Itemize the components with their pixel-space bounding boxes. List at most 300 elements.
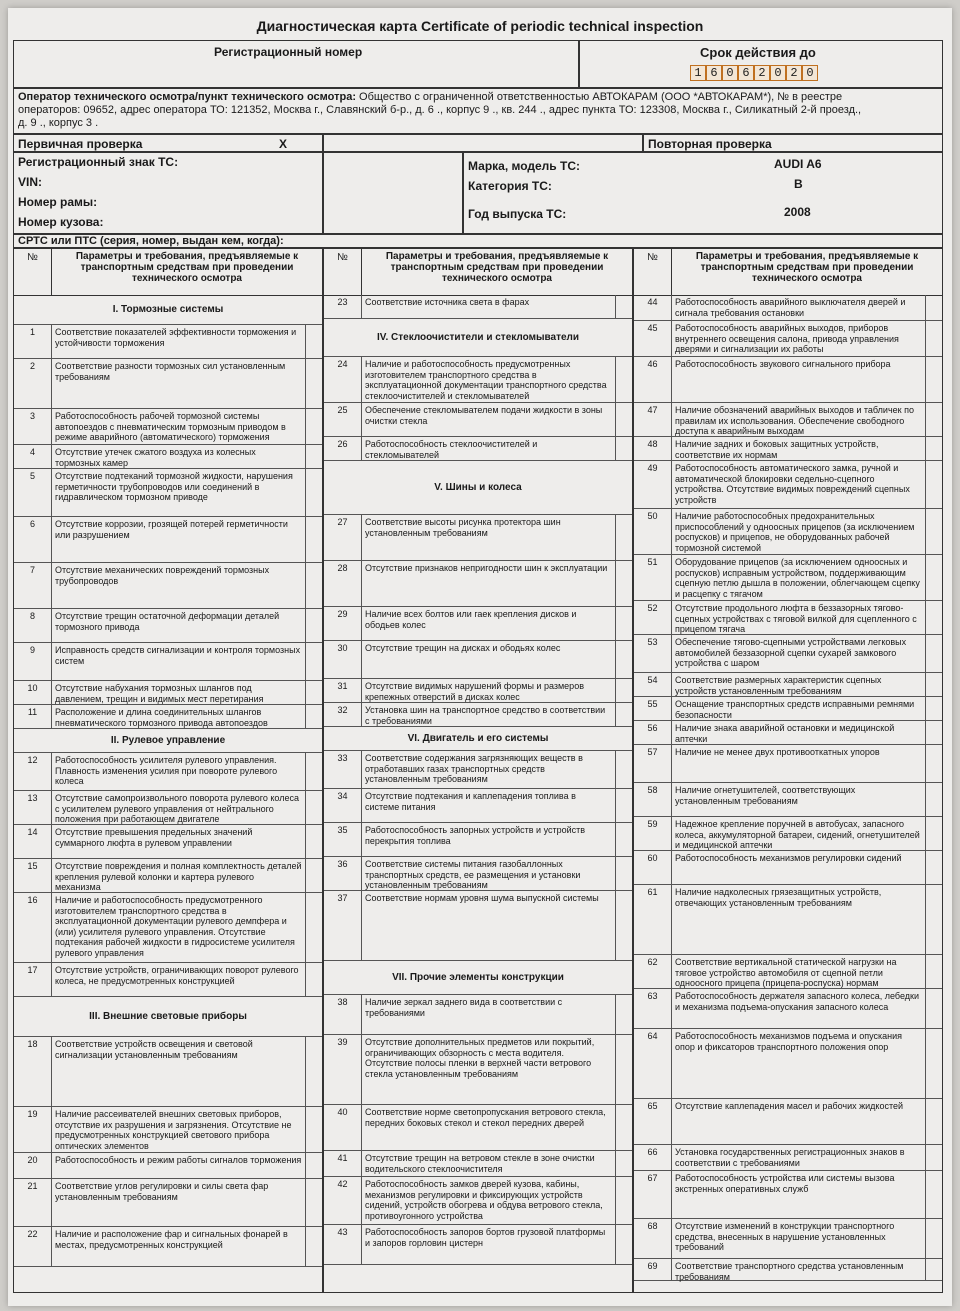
row-number: 69 [634, 1259, 672, 1280]
row-number: 67 [634, 1171, 672, 1218]
row-result-cell [615, 857, 632, 890]
row-result-cell [615, 1035, 632, 1104]
row-requirement-text: Работоспособность запоров бортов грузовой платформы и запоров горловин цистерн [365, 1227, 606, 1248]
inspection-row [324, 891, 632, 961]
row-number: 53 [634, 635, 672, 672]
row-requirement-text: Отсутствие подтеканий тормозной жидкости, нарушения герметичности трубопроводов или соединений в гидравлическом тормозном приводе [55, 471, 293, 502]
operator-text-3: д. 9 ., корпус 3 . [18, 117, 99, 129]
primary-check-row [13, 134, 323, 152]
row-requirement-text: Работоспособность аварийного выключателя дверей и сигнала требования остановки [675, 297, 906, 318]
inspection-row [14, 825, 322, 859]
row-requirement-text: Работоспособность и режим работы сигналов торможения [55, 1155, 302, 1165]
row-requirement-text: Соответствие вертикальной статической нагрузки на тяговое устройство автомобиля от сцепной петли одноосного прицепа (прицепа-роспуска) нормам [675, 957, 897, 988]
row-result-cell [925, 1171, 942, 1218]
row-result-cell [305, 409, 322, 444]
inspection-row [324, 823, 632, 857]
srts-label: СРТС или ПТС (серия, номер, выдан кем, когда): [18, 235, 284, 247]
inspection-row [14, 469, 322, 517]
inspection-row [634, 555, 942, 601]
inspection-row [324, 995, 632, 1035]
row-result-cell [925, 783, 942, 816]
row-requirement-text: Отсутствие изменений в конструкции транспортного средства, внесенных в нарушение установленных требований [675, 1221, 895, 1252]
inspection-row [634, 357, 942, 403]
row-requirement-text: Наличие всех болтов или гаек крепления дисков и ободьев колес [365, 609, 577, 630]
row-number: 60 [634, 851, 672, 884]
row-requirement-text: Соответствие нормам уровня шума выпускной системы [365, 893, 599, 903]
row-number: 3 [14, 409, 52, 444]
inspection-row [14, 791, 322, 825]
row-number: 37 [324, 891, 362, 960]
row-number: 17 [14, 963, 52, 996]
row-result-cell [615, 679, 632, 702]
row-number: 52 [634, 601, 672, 634]
row-requirement-text: Соответствие транспортного средства установленным требованиям [675, 1261, 904, 1282]
row-requirement-text: Отсутствие устройств, ограничивающих поворот рулевого колеса, не предусмотренных конструкцией [55, 965, 299, 986]
inspection-row [324, 857, 632, 891]
inspection-column-2 [323, 248, 633, 1293]
inspection-row [324, 1225, 632, 1265]
certificate-sheet [8, 8, 952, 1306]
inspection-row [634, 1099, 942, 1145]
inspection-row [634, 673, 942, 697]
row-result-cell [615, 1177, 632, 1224]
row-result-cell [925, 851, 942, 884]
inspection-row [324, 357, 632, 403]
row-number: 59 [634, 817, 672, 850]
inspection-row [14, 1179, 322, 1227]
inspection-row [324, 679, 632, 703]
row-requirement-text: Наличие и расположение фар и сигнальных фонарей в местах, предусмотренных конструкцией [55, 1229, 288, 1250]
row-result-cell [615, 751, 632, 788]
row-result-cell [615, 789, 632, 822]
inspection-row [14, 681, 322, 705]
row-result-cell [615, 515, 632, 560]
row-number: 14 [14, 825, 52, 858]
row-number: 45 [634, 321, 672, 356]
column-header-text: Параметры и требования, предъявляемые к транспортным средствам при проведении технического осмотра [385, 251, 609, 284]
row-number: 13 [14, 791, 52, 824]
row-result-cell [925, 1099, 942, 1144]
category-value: B [794, 177, 803, 191]
row-number: 58 [634, 783, 672, 816]
row-requirement-text: Работоспособность автоматического замка, ручной и автоматической блокировки седельно-сцепного устройства. Отсутствие видимых повреждений сцепных устройств [675, 463, 910, 505]
row-requirement-text: Наличие рассеивателей внешних световых приборов, отсутствие их разрушения и загрязнения. Отсутствие не предусмотренных конструкцией светового прибора оптических элементов [55, 1109, 292, 1151]
row-number: 15 [14, 859, 52, 892]
row-number: 6 [14, 517, 52, 562]
inspection-row [324, 607, 632, 641]
row-number: 16 [14, 893, 52, 962]
row-requirement-text: Отсутствие коррозии, грозящей потерей герметичности или разрушением [55, 519, 288, 540]
row-requirement-text: Наличие надколесных грязезащитных устройств, отвечающих установленным требованиям [675, 887, 882, 908]
row-requirement-text: Работоспособность аварийных выходов, приборов внутреннего освещения салона, привода управления дверями и сигнализации их работы [675, 323, 899, 354]
reg-sign-label: Регистрационный знак ТС: [18, 155, 179, 169]
section-heading: I. Тормозные системы [14, 295, 322, 325]
column-header [634, 249, 942, 296]
row-result-cell [615, 703, 632, 726]
row-result-cell [305, 517, 322, 562]
inspection-row [634, 745, 942, 783]
row-requirement-text: Отсутствие механических повреждений тормозных трубопроводов [55, 565, 270, 586]
validity-date-digits [690, 65, 818, 81]
column-header-text: Параметры и требования, предъявляемые к транспортным средствам при проведении технического осмотра [75, 251, 299, 284]
row-result-cell [925, 955, 942, 988]
validity-digit: 2 [754, 65, 770, 81]
inspection-row [324, 403, 632, 437]
validity-digit: 6 [738, 65, 754, 81]
row-number: 28 [324, 561, 362, 606]
row-result-cell [615, 607, 632, 640]
row-result-cell [615, 357, 632, 402]
inspection-row [634, 321, 942, 357]
inspection-row [634, 295, 942, 321]
reg-number-label: Регистрационный номер [214, 45, 363, 59]
inspection-row [634, 817, 942, 851]
row-requirement-text: Соответствие разности тормозных сил установленным требованиям [55, 361, 286, 382]
row-result-cell [615, 403, 632, 436]
row-requirement-text: Надежное крепление поручней в автобусах, запасного колеса, аккумуляторной батареи, сидений, огнетушителей и медицинской аптечки [675, 819, 920, 850]
vehicle-info-right [463, 152, 943, 234]
section-heading: II. Рулевое управление [14, 729, 322, 753]
row-result-cell [305, 1107, 322, 1152]
inspection-row [14, 643, 322, 681]
column-header-number: № [324, 249, 362, 295]
row-requirement-text: Работоспособность механизмов регулировки сидений [675, 853, 902, 863]
row-requirement-text: Наличие и работоспособность предусмотренных изготовителем транспортного средства в эксплуатационной документации транспортного средства стеклоочистителей и стекломывателей [365, 359, 607, 401]
row-requirement-text: Соответствие высоты рисунка протектора шин установленным требованиям [365, 517, 561, 538]
row-number: 39 [324, 1035, 362, 1104]
row-number: 50 [634, 509, 672, 554]
row-number: 34 [324, 789, 362, 822]
row-requirement-text: Отсутствие трещин остаточной деформации деталей тормозного привода [55, 611, 280, 632]
primary-check-label: Первичная проверка [18, 137, 143, 151]
row-requirement-text: Соответствие источника света в фарах [365, 297, 530, 307]
vehicle-info-left [13, 152, 323, 234]
inspection-row [14, 893, 322, 963]
inspection-row [324, 515, 632, 561]
row-requirement-text: Работоспособность звукового сигнального прибора [675, 359, 891, 369]
row-number: 43 [324, 1225, 362, 1264]
repeat-check-label: Повторная проверка [648, 137, 772, 151]
inspection-row [14, 609, 322, 643]
repeat-check-row [643, 134, 943, 152]
inspection-row [634, 1219, 942, 1259]
row-result-cell [615, 1151, 632, 1176]
row-result-cell [615, 1105, 632, 1150]
operator-box [13, 88, 943, 134]
row-number: 44 [634, 295, 672, 320]
inspection-row [14, 325, 322, 359]
body-number-label: Номер кузова: [18, 215, 104, 229]
row-number: 55 [634, 697, 672, 720]
inspection-row [634, 1029, 942, 1099]
inspection-row [14, 1153, 322, 1179]
inspection-row [634, 403, 942, 437]
inspection-row [634, 955, 942, 989]
inspection-row [324, 751, 632, 789]
inspection-row [14, 517, 322, 563]
row-requirement-text: Работоспособность устройства или системы вызова экстренных оперативных служб [675, 1173, 895, 1194]
row-number: 30 [324, 641, 362, 678]
row-result-cell [305, 1037, 322, 1106]
operator-text-2: операторов: 09652, адрес оператора ТО: 121352, Москва г., Славянский б-р., д. 6 ., корпус 9 ., кв. 244 ., адрес пункта ТО: 123308, Москва г., Силикатный 2-й проезд., [18, 104, 862, 116]
row-requirement-text: Расположение и длина соединительных шлангов пневматического тормозного привода автопоездов [55, 707, 268, 728]
inspection-row [14, 859, 322, 893]
inspection-row [14, 1037, 322, 1107]
row-requirement-text: Наличие обозначений аварийных выходов и табличек по правилам их использования. Обеспечение свободного доступа к аварийным выходам [675, 405, 914, 436]
row-requirement-text: Обеспечение стекломывателем подачи жидкости в зоны очистки стекла [365, 405, 603, 426]
inspection-row [634, 697, 942, 721]
row-number: 54 [634, 673, 672, 696]
row-number: 48 [634, 437, 672, 460]
row-requirement-text: Отсутствие дополнительных предметов или покрытий, ограничивающих обзорность с места водителя. Отсутствие полосы пленки в верхней части ветрового стекла установленным требованиям [365, 1037, 595, 1079]
inspection-row [324, 641, 632, 679]
row-requirement-text: Наличие зеркал заднего вида в соответствии с требованиями [365, 997, 563, 1018]
row-result-cell [925, 403, 942, 436]
year-value: 2008 [784, 205, 811, 219]
inspection-row [324, 1151, 632, 1177]
row-result-cell [305, 445, 322, 468]
row-number: 9 [14, 643, 52, 680]
column-header-number: № [14, 249, 52, 295]
inspection-row [634, 437, 942, 461]
inspection-row [324, 295, 632, 319]
inspection-row [634, 601, 942, 635]
row-result-cell [305, 359, 322, 408]
validity-digit: 6 [706, 65, 722, 81]
row-number: 2 [14, 359, 52, 408]
validity-label: Срок действия до [700, 45, 816, 60]
section-heading: VII. Прочие элементы конструкции [324, 961, 632, 995]
row-result-cell [615, 995, 632, 1034]
row-number: 66 [634, 1145, 672, 1170]
row-requirement-text: Отсутствие каплепадения масел и рабочих жидкостей [675, 1101, 904, 1111]
row-number: 11 [14, 705, 52, 728]
validity-digit: 0 [802, 65, 818, 81]
row-requirement-text: Отсутствие признаков непригодности шин к эксплуатации [365, 563, 608, 573]
row-number: 24 [324, 357, 362, 402]
row-requirement-text: Работоспособность запорных устройств и устройств перекрытия топлива [365, 825, 586, 846]
inspection-row [14, 359, 322, 409]
row-result-cell [305, 825, 322, 858]
row-result-cell [615, 823, 632, 856]
brand-label: Марка, модель ТС: [468, 159, 581, 173]
inspection-row [324, 1177, 632, 1225]
inspection-row [634, 635, 942, 673]
row-number: 56 [634, 721, 672, 744]
inspection-row [634, 885, 942, 955]
row-number: 27 [324, 515, 362, 560]
inspection-row [14, 445, 322, 469]
row-number: 29 [324, 607, 362, 640]
row-requirement-text: Работоспособность механизмов подъема и опускания опор и фиксаторов транспортного положения опор [675, 1031, 902, 1052]
frame-label: Номер рамы: [18, 195, 98, 209]
row-result-cell [925, 555, 942, 600]
inspection-row [324, 561, 632, 607]
row-result-cell [305, 1227, 322, 1266]
inspection-row [14, 1107, 322, 1153]
inspection-grid [13, 248, 943, 1293]
row-number: 35 [324, 823, 362, 856]
row-requirement-text: Отсутствие повреждения и полная комплектность деталей крепления рулевой колонки и картера рулевого механизма [55, 861, 302, 892]
row-requirement-text: Наличие не менее двух противооткатных упоров [675, 747, 880, 757]
column-header [324, 249, 632, 296]
row-number: 47 [634, 403, 672, 436]
row-requirement-text: Обеспечение тягово-сцепными устройствами легковых автомобилей беззазорной сцепки сухарей замкового устройства с шаром [675, 637, 907, 668]
inspection-row [14, 705, 322, 729]
row-number: 8 [14, 609, 52, 642]
inspection-row [14, 753, 322, 791]
inspection-row [634, 461, 942, 509]
row-number: 40 [324, 1105, 362, 1150]
inspection-row [634, 1145, 942, 1171]
row-result-cell [925, 989, 942, 1028]
inspection-row [324, 789, 632, 823]
row-result-cell [925, 817, 942, 850]
row-requirement-text: Соответствие содержания загрязняющих веществ в отработавших газах транспортных средств установленным требованиям [365, 753, 583, 784]
row-result-cell [615, 641, 632, 678]
row-number: 23 [324, 295, 362, 318]
row-number: 51 [634, 555, 672, 600]
column-header-text: Параметры и требования, предъявляемые к транспортным средствам при проведении технического осмотра [695, 251, 919, 284]
row-requirement-text: Работоспособность держателя запасного колеса, лебедки и механизма подъема-опускания запасного колеса [675, 991, 919, 1012]
row-result-cell [615, 437, 632, 460]
section-heading: IV. Стеклоочистители и стекломыватели [324, 319, 632, 357]
document-title: Диагностическая карта Certificate of periodic technical inspection [256, 18, 704, 34]
validity-digit: 1 [690, 65, 706, 81]
row-number: 46 [634, 357, 672, 402]
row-requirement-text: Соответствие норме светопропускания ветрового стекла, передних боковых стекол и стекол передних дверей [365, 1107, 606, 1128]
row-requirement-text: Наличие задних и боковых защитных устройств, соответствие их нормам [675, 439, 879, 460]
row-number: 1 [14, 325, 52, 358]
row-requirement-text: Работоспособность усилителя рулевого управления. Плавность изменения усилия при повороте рулевого колеса [55, 755, 278, 786]
row-number: 57 [634, 745, 672, 782]
row-result-cell [925, 509, 942, 554]
row-result-cell [925, 461, 942, 508]
row-number: 21 [14, 1179, 52, 1226]
row-requirement-text: Отсутствие подтекания и каплепадения топлива в системе питания [365, 791, 576, 812]
row-number: 61 [634, 885, 672, 954]
row-requirement-text: Отсутствие трещин на ветровом стекле в зоне очистки водительского стеклоочистителя [365, 1153, 595, 1174]
operator-label: Оператор технического осмотра/пункт технического осмотра: [18, 91, 356, 103]
row-requirement-text: Установка государственных регистрационных знаков в соответствии с требованиями [675, 1147, 905, 1168]
row-result-cell [925, 357, 942, 402]
validity-digit: 0 [770, 65, 786, 81]
row-number: 63 [634, 989, 672, 1028]
row-result-cell [305, 1179, 322, 1226]
row-result-cell [305, 609, 322, 642]
row-result-cell [305, 791, 322, 824]
row-requirement-text: Отсутствие превышения предельных значений суммарного люфта в рулевом управлении [55, 827, 253, 848]
row-requirement-text: Оборудование прицепов (за исключением одноосных и роспусков) исправным устройством, поддерживающим сцепную петлю дышла в положении, облегчающем сцепку и расцепку с тягачом [675, 557, 920, 599]
inspection-row [324, 1105, 632, 1151]
row-number: 20 [14, 1153, 52, 1178]
row-requirement-text: Работоспособность стеклоочистителей и стекломывателей [365, 439, 538, 460]
row-result-cell [305, 681, 322, 704]
row-result-cell [305, 893, 322, 962]
row-number: 10 [14, 681, 52, 704]
reg-number-box [13, 40, 579, 88]
row-number: 38 [324, 995, 362, 1034]
row-result-cell [615, 891, 632, 960]
row-result-cell [615, 1225, 632, 1264]
row-result-cell [925, 673, 942, 696]
row-number: 42 [324, 1177, 362, 1224]
row-result-cell [925, 1219, 942, 1258]
row-requirement-text: Отсутствие самопроизвольного поворота рулевого колеса с усилителем рулевого управления от нейтрального положения при работающем двигателе [55, 793, 299, 824]
row-requirement-text: Исправность средств сигнализации и контроля тормозных систем [55, 645, 301, 666]
year-label: Год выпуска ТС: [468, 207, 567, 221]
inspection-row [14, 1227, 322, 1267]
row-requirement-text: Установка шин на транспортное средство в соответствии с требованиями [365, 705, 606, 726]
vin-label: VIN: [18, 175, 42, 189]
row-requirement-text: Отсутствие утечек сжатого воздуха из колесных тормозных камер [55, 447, 256, 468]
inspection-row [634, 1171, 942, 1219]
column-header [14, 249, 322, 296]
validity-box [579, 40, 943, 88]
row-requirement-text: Соответствие размерных характеристик сцепных устройств установленным требованиям [675, 675, 882, 696]
row-number: 4 [14, 445, 52, 468]
row-number: 22 [14, 1227, 52, 1266]
row-number: 7 [14, 563, 52, 608]
row-number: 41 [324, 1151, 362, 1176]
row-result-cell [925, 1259, 942, 1280]
inspection-row [324, 703, 632, 727]
section-heading: V. Шины и колеса [324, 461, 632, 515]
inspection-row [14, 963, 322, 997]
inspection-row [634, 851, 942, 885]
inspection-row [14, 563, 322, 609]
row-result-cell [615, 561, 632, 606]
row-result-cell [305, 753, 322, 790]
row-requirement-text: Соответствие показателей эффективности торможения и устойчивости торможения [55, 327, 297, 348]
row-result-cell [925, 437, 942, 460]
row-requirement-text: Отсутствие набухания тормозных шлангов под давлением, трещин и видимых мест перетирания [55, 683, 264, 704]
inspection-column-3 [633, 248, 943, 1293]
row-number: 5 [14, 469, 52, 516]
validity-digit: 0 [722, 65, 738, 81]
inspection-column-1 [13, 248, 323, 1293]
row-number: 49 [634, 461, 672, 508]
row-requirement-text: Работоспособность замков дверей кузова, кабины, механизмов регулировки и фиксирующих устройств сидений, устройств обогрева и обдува ветрового стекла, противоугонного устройства [365, 1179, 603, 1221]
row-number: 62 [634, 955, 672, 988]
inspection-row [324, 1035, 632, 1105]
row-result-cell [925, 1029, 942, 1098]
row-requirement-text: Соответствие устройств освещения и световой сигнализации установленным требованиям [55, 1039, 253, 1060]
row-result-cell [925, 295, 942, 320]
row-result-cell [925, 885, 942, 954]
row-number: 19 [14, 1107, 52, 1152]
section-heading: III. Внешние световые приборы [14, 997, 322, 1037]
row-number: 25 [324, 403, 362, 436]
row-requirement-text: Отсутствие видимых нарушений формы и размеров крепежных отверстий в дисках колес [365, 681, 584, 702]
inspection-row [634, 783, 942, 817]
row-result-cell [305, 963, 322, 996]
row-number: 18 [14, 1037, 52, 1106]
row-result-cell [305, 643, 322, 680]
brand-value: AUDI A6 [774, 157, 822, 171]
row-number: 65 [634, 1099, 672, 1144]
row-result-cell [305, 859, 322, 892]
inspection-row [634, 1259, 942, 1281]
row-result-cell [305, 1153, 322, 1178]
row-result-cell [305, 705, 322, 728]
inspection-row [634, 989, 942, 1029]
inspection-row [634, 721, 942, 745]
inspection-row [14, 409, 322, 445]
row-result-cell [925, 745, 942, 782]
row-result-cell [925, 721, 942, 744]
row-result-cell [615, 295, 632, 318]
